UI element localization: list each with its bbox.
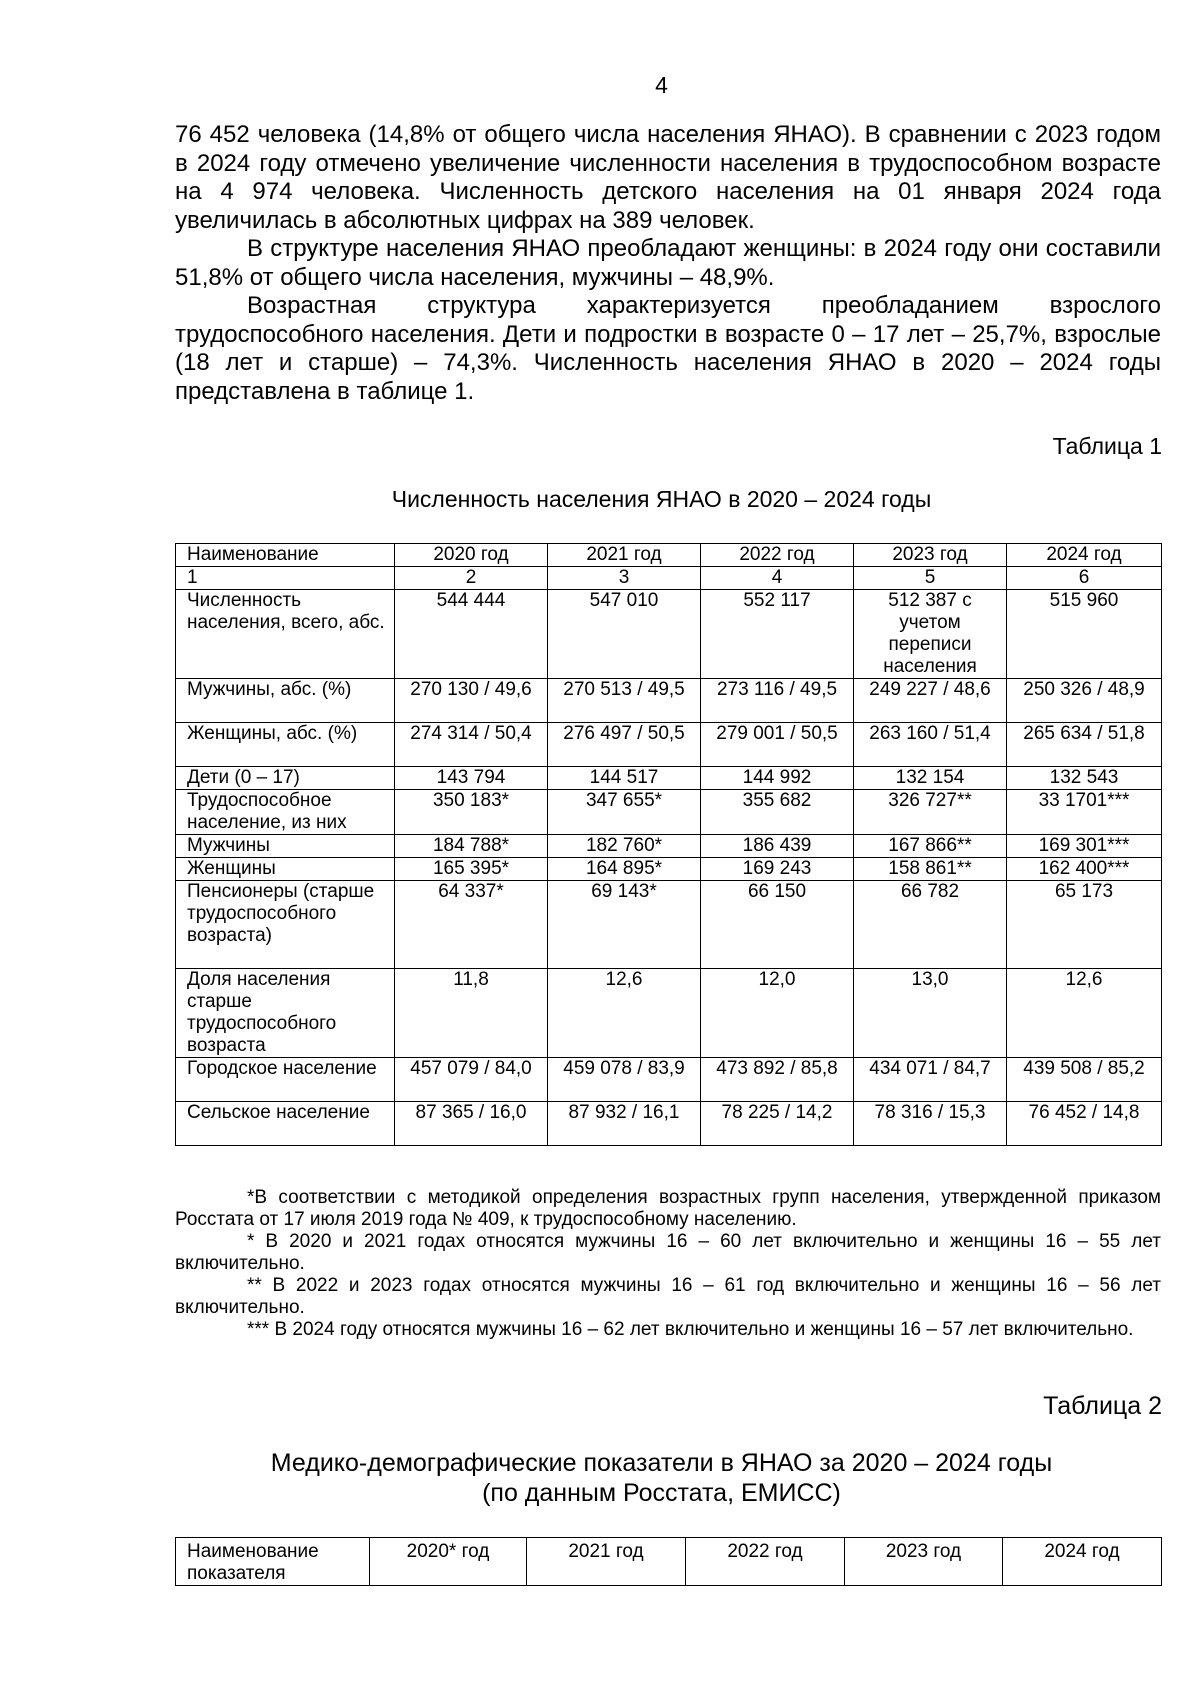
table-cell: 165 395* [395,858,548,881]
table-cell: 144 517 [548,767,701,790]
table-cell: 11,8 [395,969,548,1058]
table2-title-line1: Медико-демографические показатели в ЯНАО за 2020 – 2024 годы [270,1449,1053,1477]
table-cell: 132 543 [1007,767,1162,790]
table-cell: 65 173 [1007,881,1162,969]
table-cell: 512 387 с учетом переписи населения [854,590,1007,679]
table-cell: 552 117 [701,590,854,679]
medical-demographic-table [175,1537,1162,1586]
table-cell: 78 225 / 14,2 [701,1102,854,1146]
table-cell: 263 160 / 51,4 [854,723,1007,767]
population-table [175,543,1162,1146]
table-cell: 2022 год [686,1538,845,1586]
table-row [176,969,1162,1058]
row-label-cell: Городское население [176,1058,395,1102]
table-cell: 547 010 [548,590,701,679]
table-cell: 76 452 / 14,8 [1007,1102,1162,1146]
table-cell: 250 326 / 48,9 [1007,679,1162,723]
table-row [176,679,1162,723]
row-label-cell: Наименование [176,544,395,567]
table-cell: 270 513 / 49,5 [548,679,701,723]
footnote-methodology: *В соответствии с методикой определения возрастных групп населения, утвержденной приказом Росстата от 17 июля 2019 года № 409, к трудоспособному населению. [175,1187,1161,1230]
table-cell: 2 [395,567,548,590]
table-cell: 473 892 / 85,8 [701,1058,854,1102]
table2-title [0,1448,1200,1508]
table-cell: 144 992 [701,767,854,790]
table-cell: 186 439 [701,835,854,858]
table-cell: 270 130 / 49,6 [395,679,548,723]
table-cell: 279 001 / 50,5 [701,723,854,767]
table-cell: 5 [854,567,1007,590]
row-label-cell: Доля населения старше трудоспособного возраста [176,969,395,1058]
table-cell: 184 788* [395,835,548,858]
table-cell: 13,0 [854,969,1007,1058]
table-numbering-row [176,567,1162,590]
table-cell: 158 861** [854,858,1007,881]
table-cell: 274 314 / 50,4 [395,723,548,767]
table-row [176,723,1162,767]
table-cell: 326 727** [854,790,1007,835]
footnote-2020-2021: * В 2020 и 2021 годах относятся мужчины 16 – 60 лет включительно и женщины 16 – 55 лет включительно. [175,1231,1161,1274]
table-cell: 434 071 / 84,7 [854,1058,1007,1102]
table-cell: 69 143* [548,881,701,969]
table-cell: 2022 год [701,544,854,567]
table-row [176,858,1162,881]
row-label-cell: Наименование показателя [176,1538,370,1586]
table-row [176,1102,1162,1146]
table-row [176,590,1162,679]
table-cell: 249 227 / 48,6 [854,679,1007,723]
table-cell: 33 1701*** [1007,790,1162,835]
table-cell: 12,6 [1007,969,1162,1058]
table-cell: 66 782 [854,881,1007,969]
table-cell: 78 316 / 15,3 [854,1102,1007,1146]
table-header-row [176,1538,1162,1586]
table-cell: 350 183* [395,790,548,835]
row-label-cell: Мужчины, абс. (%) [176,679,395,723]
row-label-cell: Женщины, абс. (%) [176,723,395,767]
table-cell: 265 634 / 51,8 [1007,723,1162,767]
table-cell: 515 960 [1007,590,1162,679]
table-cell: 167 866** [854,835,1007,858]
table-cell: 143 794 [395,767,548,790]
row-label-cell: Сельское население [176,1102,395,1146]
row-label-cell: Пенсионеры (старше трудоспособного возраста) [176,881,395,969]
table-cell: 276 497 / 50,5 [548,723,701,767]
table-cell: 2020 год [395,544,548,567]
table-cell: 544 444 [395,590,548,679]
table-cell: 2021 год [527,1538,686,1586]
table-cell: 87 932 / 16,1 [548,1102,701,1146]
table-cell: 355 682 [701,790,854,835]
row-label-cell: Женщины [176,858,395,881]
table1-title: Численность населения ЯНАО в 2020 – 2024 годы [391,486,932,512]
table-cell: 273 116 / 49,5 [701,679,854,723]
row-label-cell: Численность населения, всего, абс. [176,590,395,679]
row-label-cell: Мужчины [176,835,395,858]
table-cell: 162 400*** [1007,858,1162,881]
table-row [176,1058,1162,1102]
table-cell: 12,6 [548,969,701,1058]
table-cell: 169 301*** [1007,835,1162,858]
paragraph-1: 76 452 человека (14,8% от общего числа населения ЯНАО). В сравнении с 2023 годом в 2024 году отмечено увеличение численности населения в трудоспособном возрасте на 4 974 человека. Численность детского населения на 01 января 2024 года увеличилась в абсолютных цифрах на 389 человек. [175,121,1161,234]
table-cell: 132 154 [854,767,1007,790]
table-cell: 164 895* [548,858,701,881]
table-row [176,790,1162,835]
table1-label: Таблица 1 [1052,433,1162,459]
page-number: 4 [655,72,668,98]
row-label-cell: Дети (0 – 17) [176,767,395,790]
paragraph-3: Возрастная структура характеризуется преобладанием взрослого трудоспособного населения. Дети и подростки в возрасте 0 – 17 лет – 25,7%, взрослые (18 лет и старше) – 74,3%. Численность населения ЯНАО в 2020 – 2024 годы представлена в таблице 1. [175,292,1161,405]
table-cell: 459 078 / 83,9 [548,1058,701,1102]
table-cell: 2024 год [1003,1538,1162,1586]
table-cell: 2021 год [548,544,701,567]
table-cell: 64 337* [395,881,548,969]
table-cell: 2023 год [845,1538,1003,1586]
table-row [176,835,1162,858]
table-cell: 169 243 [701,858,854,881]
table-cell: 3 [548,567,701,590]
paragraph-2: В структуре населения ЯНАО преобладают женщины: в 2024 году они составили 51,8% от общего числа населения, мужчины – 48,9%. [175,235,1161,291]
table-cell: 439 508 / 85,2 [1007,1058,1162,1102]
table-cell: 6 [1007,567,1162,590]
footnote-2022-2023: ** В 2022 и 2023 годах относятся мужчины 16 – 61 год включительно и женщины 16 – 56 лет включительно. [175,1275,1161,1318]
table-header-row [176,544,1162,567]
footnote-2024: *** В 2024 году относятся мужчины 16 – 62 лет включительно и женщины 16 – 57 лет включительно. [247,1319,1134,1340]
table-cell: 66 150 [701,881,854,969]
table-cell: 2023 год [854,544,1007,567]
row-label-cell: 1 [176,567,395,590]
table-cell: 457 079 / 84,0 [395,1058,548,1102]
body-text [175,121,1161,406]
row-label-cell: Трудоспособное население, из них [176,790,395,835]
table-row [176,767,1162,790]
table-cell: 347 655* [548,790,701,835]
table-cell: 12,0 [701,969,854,1058]
table-cell: 87 365 / 16,0 [395,1102,548,1146]
table-cell: 2020* год [370,1538,527,1586]
table2-label: Таблица 2 [1043,1392,1162,1420]
table-row [176,881,1162,969]
footnotes [175,1187,1161,1341]
table2-title-line2: (по данным Росстата, ЕМИСС) [482,1479,841,1507]
table-cell: 4 [701,567,854,590]
table-cell: 182 760* [548,835,701,858]
table-cell: 2024 год [1007,544,1162,567]
